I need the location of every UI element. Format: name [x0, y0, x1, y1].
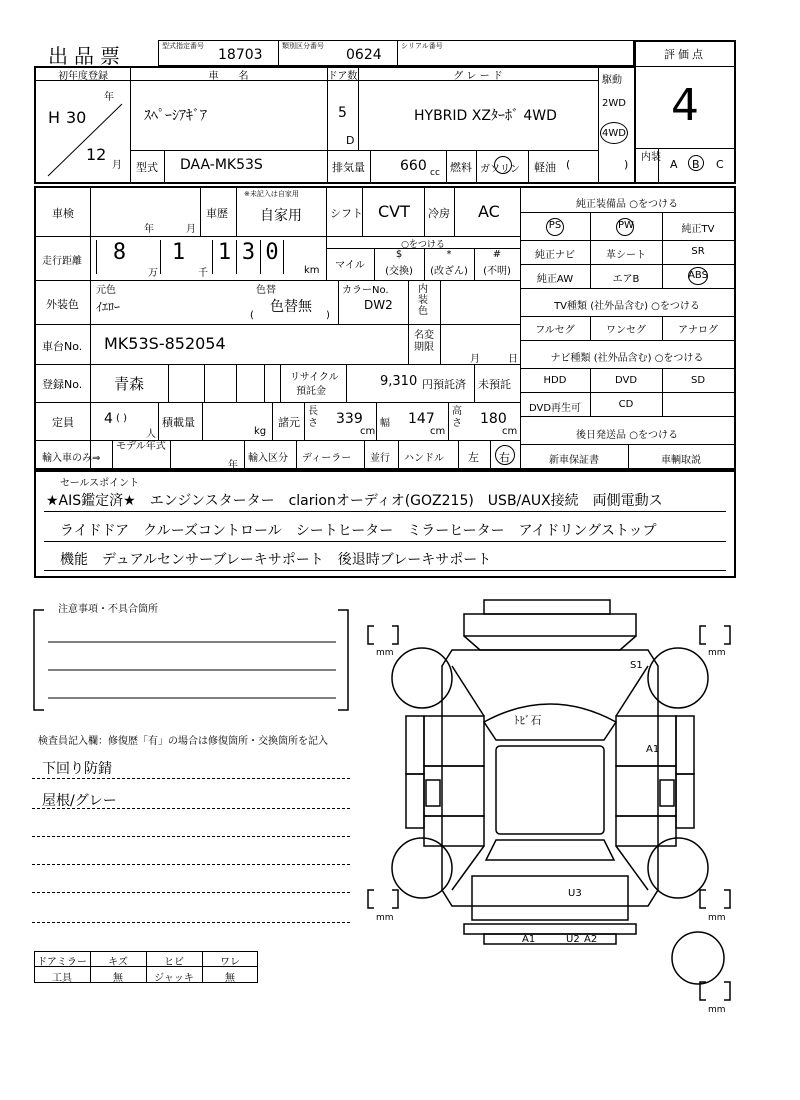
history-value: 自家用	[260, 208, 302, 224]
nav-dvd-play: DVD再生可	[528, 403, 582, 414]
handle-left: 左	[468, 451, 479, 464]
equip-abs: ABS	[688, 270, 708, 281]
mileage-mark-bottom: (改ざん)	[430, 266, 468, 277]
grade-label: グ レ ー ド	[453, 71, 503, 82]
interior-c: C	[716, 158, 724, 171]
ac-label: 冷房	[428, 207, 450, 220]
model-year-unit: 年	[228, 460, 238, 471]
displacement-label: 排気量	[332, 161, 365, 174]
nav-sd: SD	[690, 375, 706, 386]
nav-cd: CD	[618, 399, 634, 410]
recycle-value: 9,310	[380, 374, 418, 389]
orig-color-value: ｲｴﾛｰ	[96, 300, 121, 314]
mileage-unit-man: 万	[148, 268, 158, 279]
damage-mark: U2	[566, 934, 580, 945]
mileage-mark-bottom: (不明)	[483, 266, 511, 277]
type-label: 型式	[136, 161, 158, 174]
recycle-status: 円預託済	[422, 378, 466, 391]
equip-leather: 革シート	[606, 250, 646, 261]
model-spec-label: 型式指定番号	[162, 42, 204, 50]
load-unit: kg	[254, 426, 267, 437]
color-label: 外装色	[46, 298, 79, 311]
width-label: 幅	[380, 418, 390, 429]
acc-value: ジャッキ	[154, 973, 194, 984]
inspection-year-unit: 年	[144, 224, 154, 235]
first-reg-label: 初年度登録	[58, 71, 108, 82]
capacity-label: 定員	[52, 416, 74, 429]
capacity-paren: ( )	[116, 413, 127, 424]
inspector-note-1: 下回り防錆	[42, 761, 112, 777]
capacity-value: 4	[104, 411, 113, 427]
acc-header: ヒビ	[164, 957, 184, 968]
equip-ps: PS	[548, 220, 562, 231]
equip-pw: PW	[618, 220, 634, 231]
tv-fullseg: フルセグ	[535, 325, 575, 336]
damage-mark: A2	[584, 934, 598, 945]
drive-4wd: 4WD	[602, 128, 626, 139]
interior-b: B	[692, 158, 700, 171]
name-change-day: 日	[508, 354, 518, 365]
name-change-label: 名変期限	[414, 330, 434, 353]
mileage-digit: 8	[96, 240, 142, 274]
height-value: 180	[480, 411, 507, 427]
recycle-label-2: 預託金	[296, 386, 326, 397]
history-note: ※未記入は自家用	[244, 190, 299, 198]
height-unit: cm	[502, 426, 518, 437]
height-label: 高さ	[452, 406, 462, 429]
recycle-label-1: リサイクル	[290, 372, 339, 383]
after-warranty: 新車保証書	[549, 455, 599, 466]
acc-header: キズ	[108, 957, 128, 968]
tire-mm-label: mm	[708, 913, 726, 923]
handle-right: 右	[499, 451, 510, 464]
acc-header: ワレ	[220, 957, 240, 968]
sales-line-1: ★AIS鑑定済★ エンジンスターター clarionオーディオ(GOZ215) USB/AUX接続 両側電動ス	[46, 493, 663, 509]
tire-mm-label: mm	[708, 1005, 726, 1015]
fuel-paren-close: )	[624, 158, 629, 171]
model-year-label: モデル年式	[116, 441, 166, 452]
repaint-label: 色替	[256, 285, 276, 296]
car-damage-diagram	[360, 590, 760, 1030]
grade-value: HYBRID XZﾀｰﾎﾞ 4WD	[414, 108, 557, 124]
color-no-label: カラーNo.	[342, 285, 389, 296]
repaint-value: 色替無	[270, 299, 312, 315]
width-value: 147	[408, 411, 435, 427]
serial-label: シリアル番号	[401, 42, 443, 50]
acc-value: 無	[225, 973, 235, 984]
after-manual: 車輌取説	[661, 455, 701, 466]
after-title: 後日発送品 ○をつける	[576, 430, 678, 441]
shift-label: シフト	[330, 207, 363, 220]
category-value: 0624	[346, 47, 382, 63]
inspector-note-2: 屋根/グレー	[42, 793, 117, 809]
repaint-paren-close: )	[326, 310, 330, 321]
equip-nav: 純正ナビ	[535, 250, 575, 261]
nav-dvd: DVD	[614, 375, 638, 386]
interior-color-label: 内装色	[418, 284, 428, 317]
reg-era: H	[48, 108, 61, 127]
region-label: 登録No.	[42, 378, 83, 391]
equip-tv: 純正TV	[681, 224, 715, 235]
tv-oneseg: ワンセグ	[606, 325, 646, 336]
drive-2wd: 2WD	[602, 98, 626, 109]
dealer-option: ディーラー	[302, 453, 352, 464]
dim-label: 諸元	[278, 416, 300, 429]
category-label: 類別区分番号	[282, 42, 324, 50]
damage-mark: ﾄﾋﾞ石	[514, 714, 542, 727]
drive-label: 駆動	[602, 75, 622, 86]
car-name-label: 車 名	[208, 71, 249, 82]
name-change-month: 月	[470, 354, 480, 365]
mileage-unit-km: km	[304, 265, 320, 276]
fuel-diesel: 軽油	[534, 161, 556, 174]
equipment-title: 純正装備品 ○をつける	[576, 199, 678, 210]
ac-value: AC	[478, 202, 500, 221]
tire-mm-label: mm	[708, 648, 726, 658]
region-value: 青森	[114, 375, 145, 393]
mileage-mark-bottom: (交換)	[385, 266, 413, 277]
equip-airbag: エアB	[612, 274, 640, 285]
nav-hdd: HDD	[543, 375, 567, 386]
caution-bracket	[30, 606, 360, 716]
sales-line-2: ライドドア クルーズコントロール シートヒーター ミラーヒーター アイドリングストップ	[60, 523, 657, 539]
inspection-label: 車検	[52, 207, 74, 220]
length-label: 長さ	[308, 406, 318, 429]
length-value: 339	[336, 411, 363, 427]
mileage-mark-top: *	[446, 249, 452, 260]
history-label: 車歴	[206, 207, 228, 220]
width-unit: cm	[430, 426, 446, 437]
repaint-paren-open: (	[250, 310, 254, 321]
mileage-mark-top: $	[395, 249, 403, 260]
tv-analog: アナログ	[678, 325, 718, 336]
acc-value: 無	[113, 973, 123, 984]
form-title: 出品票	[48, 44, 126, 68]
model-spec-value: 18703	[218, 47, 263, 63]
tv-title: TV種類 (社外品含む) ○をつける	[554, 301, 700, 312]
fuel-paren-open: (	[566, 158, 571, 171]
mileage-digit: 0	[260, 240, 284, 274]
fuel-label: 燃料	[450, 161, 472, 174]
reg-year: 30	[66, 108, 87, 127]
fuel-gas: ガソリン	[480, 164, 520, 175]
equip-aw: 純正AW	[536, 274, 574, 285]
damage-mark: A1	[522, 934, 536, 945]
load-label: 積載量	[162, 416, 195, 429]
doors-suffix: D	[346, 134, 355, 147]
interior-label: 内装	[641, 152, 661, 163]
score-value: 4	[671, 80, 699, 131]
nav-title: ナビ種類 (社外品含む) ○をつける	[550, 353, 704, 364]
mileage-digit: 3	[236, 240, 260, 274]
inspection-month-unit: 月	[186, 224, 196, 235]
mileage-digit: 1	[212, 240, 236, 274]
mileage-unit-sen: 千	[198, 268, 208, 279]
interior-a: A	[670, 158, 678, 171]
reg-month-unit: 月	[112, 160, 122, 171]
doors-value: 5	[338, 105, 347, 121]
displacement-value: 660	[400, 158, 427, 174]
inspector-label: 検査員記入欄：修復歴「有」の場合は修復箇所・交換箇所を記入	[38, 736, 328, 747]
handle-label: ハンドル	[404, 453, 444, 464]
acc-header: ドアミラー	[37, 957, 87, 968]
tire-mm-label: mm	[376, 648, 394, 658]
sales-line-3: 機能 デュアルセンサーブレーキサポート 後退時ブレーキサポート	[60, 552, 492, 568]
recycle-unpaid: 未預託	[478, 378, 511, 391]
mileage-mark-mile: マイル	[335, 260, 365, 271]
mileage-mark-note: ○をつける	[401, 240, 445, 250]
mileage-label: 走行距離	[42, 256, 82, 267]
equip-sr: SR	[691, 246, 705, 257]
car-name: ｽﾍﾟｰｼｱｷﾞｱ	[144, 108, 207, 124]
reg-year-unit: 年	[104, 92, 114, 103]
displacement-unit: cc	[430, 168, 440, 178]
capacity-unit: 人	[146, 429, 156, 440]
mileage-mark-top: #	[492, 249, 502, 260]
chassis-label: 車台No.	[42, 340, 83, 353]
caution-label: 注意事項・不具合箇所	[58, 604, 158, 615]
import-type-label: 輸入区分	[248, 453, 288, 464]
length-unit: cm	[360, 426, 376, 437]
reg-month: 12	[86, 145, 107, 164]
type-value: DAA-MK53S	[180, 157, 263, 173]
chassis-value: MK53S-852054	[104, 334, 226, 353]
damage-mark: A1	[646, 744, 660, 755]
tire-mm-label: mm	[376, 913, 394, 923]
mileage-digit: 1	[160, 240, 196, 274]
doors-label: ドア数	[327, 71, 358, 82]
damage-mark: U3	[568, 888, 582, 899]
import-label: 輸入車のみ⇒	[42, 453, 101, 464]
shift-value: CVT	[378, 202, 410, 221]
sales-label: セールスポイント	[60, 478, 140, 489]
color-no-value: DW2	[364, 298, 393, 312]
acc-value: 工具	[52, 973, 72, 984]
parallel-option: 並行	[370, 453, 390, 464]
score-label: 評価点	[664, 48, 706, 61]
damage-mark: S1	[630, 660, 643, 671]
orig-color-label: 元色	[96, 285, 116, 296]
